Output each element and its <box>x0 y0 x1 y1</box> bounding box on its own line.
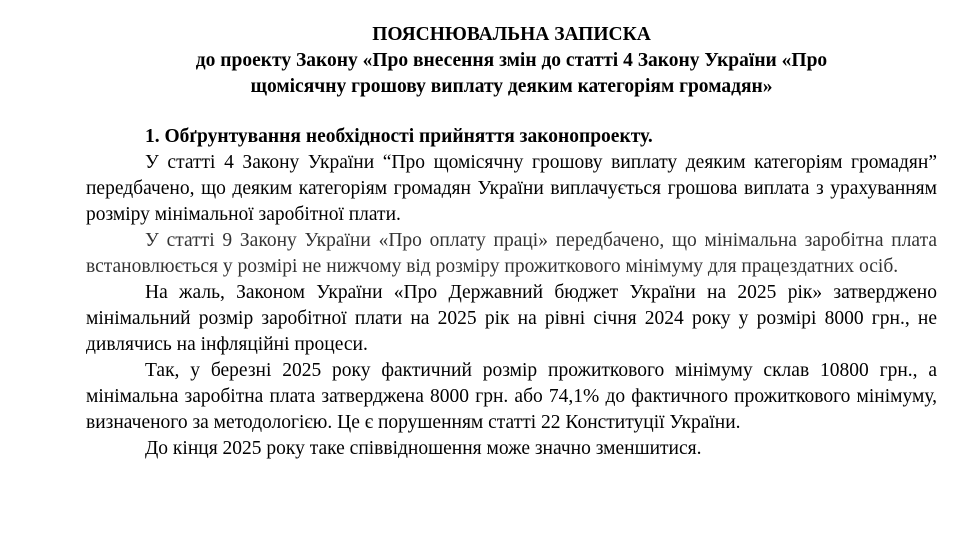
document-subtitle-line-2: щомісячну грошову виплату деяким категоріям громадян» <box>250 76 773 97</box>
document-title: ПОЯСНЮВАЛЬНА ЗАПИСКА <box>372 24 651 45</box>
paragraph-5: До кінця 2025 року таке співвідношення може значно зменшитися. <box>145 438 702 459</box>
paragraph-4: Так, у березні 2025 року фактичний розмір прожиткового мінімуму склав 10800 грн., а мінімальна заробітна плата затверджена 8000 грн. або 74,1% до фактичного прожиткового мінімуму, визначеного за методологією. Це є порушенням статті 22 Конституції України. <box>86 360 937 433</box>
paragraph-1: У статті 4 Закону України “Про щомісячну грошову виплату деяким категоріям громадян” передбачено, що деяким категоріям громадян України виплачується грошова виплата з урахуванням розміру мінімальної заробітної плати. <box>86 152 937 225</box>
document-subtitle-line-1: до проекту Закону «Про внесення змін до статті 4 Закону України «Про <box>195 50 828 71</box>
section-heading: 1. Обґрунтування необхідності прийняття законопроекту. <box>145 126 653 147</box>
paragraph-3: На жаль, Законом України «Про Державний бюджет України на 2025 рік» затверджено мінімальний розмір заробітної плати на 2025 рік на рівні січня 2024 року у розмірі 8000 грн., не дивлячись на інфляційні процеси. <box>86 282 937 355</box>
paragraph-2: У статті 9 Закону України «Про оплату праці» передбачено, що мінімальна заробітна плата встановлюється у розмірі не нижчому від розміру прожиткового мінімуму для працездатних осіб. <box>86 230 937 277</box>
